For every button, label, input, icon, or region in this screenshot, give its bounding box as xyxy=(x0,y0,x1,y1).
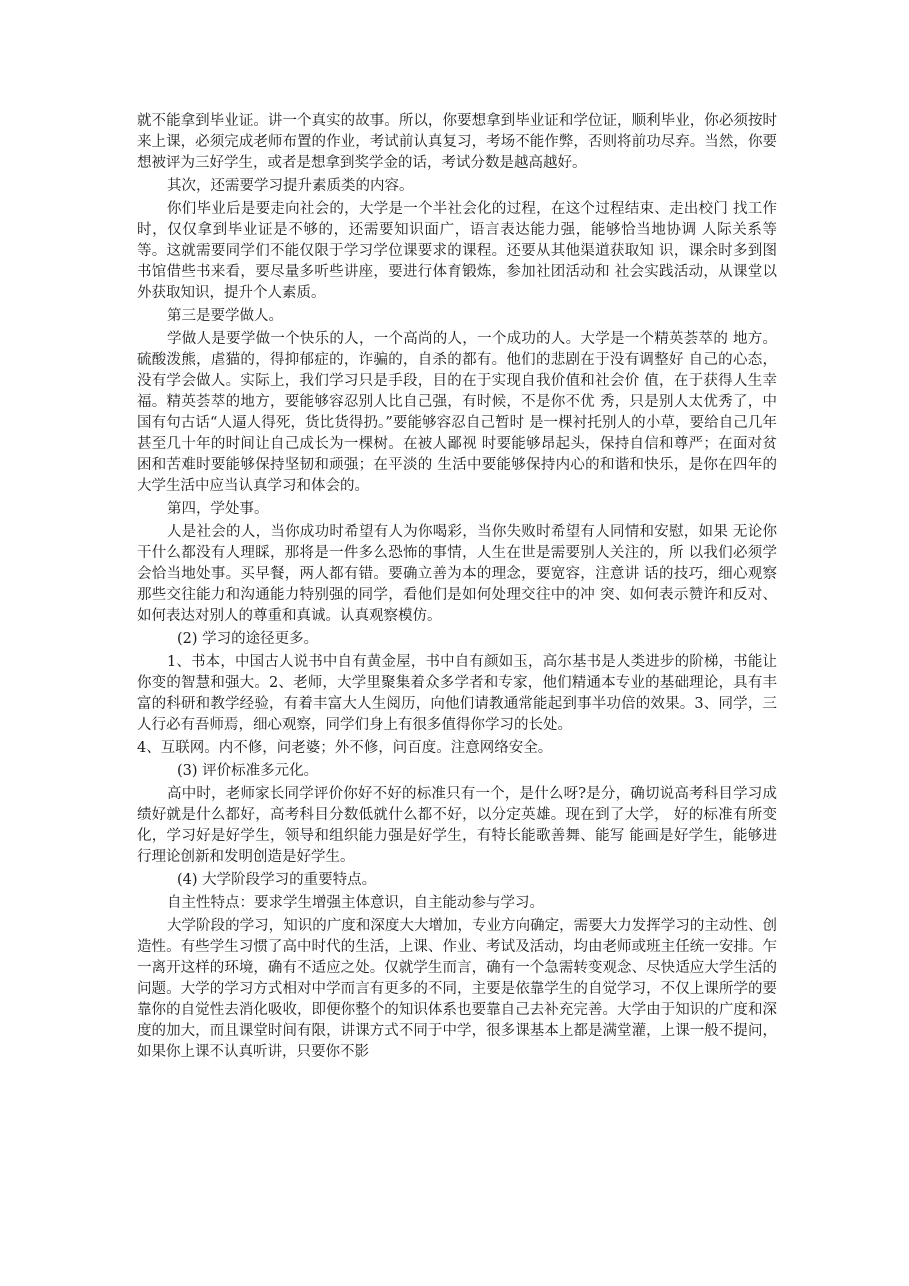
paragraph: 第四，学处事。 xyxy=(167,501,269,517)
paragraph: 学做人是要学做一个快乐的人，一个高尚的人，一个成功的人。大学是一个精英荟萃的 地方。硫酸泼熊，虐猫的，得抑郁症的，诈骗的，自杀的都有。他们的悲剧在于没有调整好 自己的心态，没有学会做人。实际上，我们学习只是手段，目的在于实现自我价值和社会价 值，在于获得人生幸福。精英荟萃的地方，要能够容忍别人比自己强，有时候，不是你不优 秀，只是别人太优秀了，中国有句古话“人逼人得死，货比货得扔。”要能够容忍自己暂时 是一棵衬托别人的小草，要给自己几年甚至几十年的时间让自己成长为一棵树。在被人鄙视 时要能够昂起头，保持自信和尊严；在面对贫困和苦难时要能够保持坚韧和顽强；在平淡的 生活中要能够保持内心的和谐和快乐，是你在四年的大学生活中应当认真学习和体会的。 xyxy=(137,331,777,494)
paragraph: (3) 评价标准多元化。 xyxy=(177,763,319,779)
paragraph: 其次，还需要学习提升素质类的内容。 xyxy=(167,178,414,194)
paragraph: 1、书本，中国古人说书中自有黄金屋，书中自有颜如玉，高尔基书是人类进步的阶梯，书能让你变的智慧和强大。2、老师，大学里聚集着众多学者和专家，他们精通本专业的基础理论，具有丰富的科研和教学经验，有着丰富大人生阅历，向他们请教通常能起到事半功倍的效果。3、同学，三人行必有吾师焉，细心观察，同学们身上有很多值得你学习的长处。 xyxy=(137,654,777,733)
paragraph: 大学阶段的学习，知识的广度和深度大大增加，专业方向确定，需要大力发挥学习的主动性、创造性。有些学生习惯了高中时代的生活，上课、作业、考试及活动，均由老师或班主任统一安排。乍一离开这样的环境，确有不适应之处。仅就学生而言，确有一个急需转变观念、尽快适应大学生活的问题。大学的学习方式相对中学而言有更多的不同，主要是依靠学生的自觉学习，不仅上课所学的要靠你的自觉性去消化吸收，即便你整个的知识体系也要靠自己去补充完善。大学由于知识的广度和深度的加大，而且课堂时间有限，讲课方式不同于中学，很多课基本上都是满堂灌，上课一般不提问，如果你上课不认真听讲，只要你不影 xyxy=(137,918,777,1060)
paragraph: 4、互联网。内不修，问老婆；外不修，问百度。注意网络安全。 xyxy=(137,740,553,756)
paragraph: (4) 大学阶段学习的重要特点。 xyxy=(177,872,377,888)
paragraph: 高中时，老师家长同学评价你好不好的标准只有一个，是什么呀?是分，确切说高考科目学习成绩好就是什么都好，高考科目分数低就什么都不好，以分定英雄。现在到了大学， 好的标准有所变化，学习好是好学生，领导和组织能力强是好学生，有特长能歌善舞、能写 能画是好学生，能够进行理论创新和发明创造是好学生。 xyxy=(137,786,777,865)
paragraph: 就不能拿到毕业证。讲一个真实的故事。所以，你要想拿到毕业证和学位证，顺利毕业，你必须按时来上课，必须完成老师布置的作业，考试前认真复习，考场不能作弊，否则将前功尽弃。当然，你要想被评为三好学生，或者是想拿到奖学金的话，考试分数是越高越好。 xyxy=(137,113,777,171)
document-body xyxy=(137,111,777,1065)
paragraph: 你们毕业后是要走向社会的，大学是一个半社会化的过程，在这个过程结束、走出校门 找工作时，仅仅拿到毕业证是不够的，还需要知识面广，语言表达能力强，能够恰当地协调 人际关系等等。这就需要同学们不能仅限于学习学位课要求的课程。还要从其他渠道获取知 识，课余时多到图书馆借些书来看，要尽量多听些讲座，要进行体育锻炼，参加社团活动和 社会实践活动，从课堂以外获取知识，提升个人素质。 xyxy=(137,201,777,301)
paragraph: (2) 学习的途径更多。 xyxy=(177,631,319,647)
paragraph: 人是社会的人，当你成功时希望有人为你喝彩，当你失败时希望有人同情和安慰，如果 无论你干什么都没有人理睬，那将是一件多么恐怖的事情，人生在世是需要别人关注的，所 以我们必须学会恰当地处事。买早餐，两人都有错。要确立善为本的理念，要宽容，注意讲 话的技巧，细心观察那些交往能力和沟通能力特别强的同学，看他们是如何处理交往中的冲 突、如何表示赞许和反对、如何表达对别人的尊重和真诚。认真观察模仿。 xyxy=(137,524,777,624)
paragraph: 自主性特点：要求学生增强主体意识，自主能动参与学习。 xyxy=(167,895,544,911)
paragraph: 第三是要学做人。 xyxy=(167,308,283,324)
